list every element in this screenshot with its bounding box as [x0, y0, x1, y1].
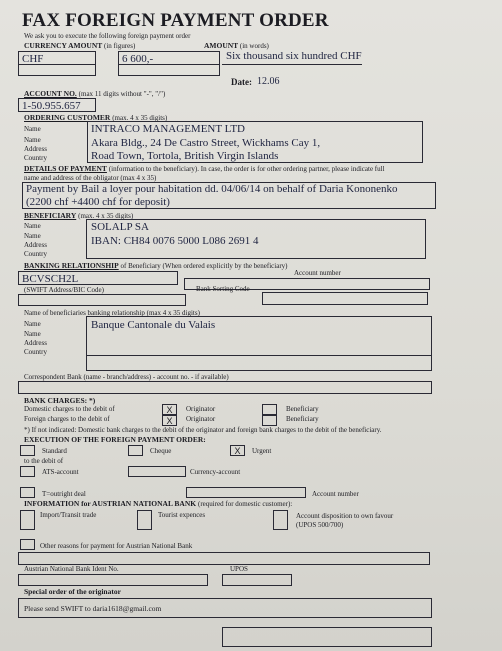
- bank-sorting-code-label: Bank Sorting Code: [196, 285, 250, 293]
- domestic-beneficiary-label: Beneficiary: [286, 405, 319, 413]
- date-label: Date:: [231, 77, 252, 87]
- amount-figures-field-lower: [118, 64, 220, 76]
- ordering-field-name-2: Name: [24, 136, 41, 144]
- domestic-charges-label: Domestic charges to the debit of: [24, 405, 115, 413]
- tourist-expenses-label: Tourist expences: [158, 511, 206, 519]
- austrian-ident-label: Austrian National Bank Ident No.: [24, 565, 119, 573]
- special-order-value: Please send SWIFT to daria1618@gmail.com: [24, 604, 162, 613]
- execution-label: EXECUTION OF THE FOREIGN PAYMENT ORDER:: [24, 435, 206, 444]
- ordering-customer-label: ORDERING CUSTOMER (max. 4 x 35 digits): [24, 113, 168, 122]
- outright-account-field[interactable]: [186, 487, 306, 498]
- form-title: FAX FOREIGN PAYMENT ORDER: [22, 10, 329, 31]
- austrian-info-label: INFORMATION for AUSTRIAN NATIONAL BANK (required for domestic customer):: [24, 499, 293, 508]
- urgent-label: Urgent: [252, 447, 272, 455]
- correspondent-field[interactable]: [18, 381, 432, 394]
- beneficiary-bank-divider: [86, 355, 432, 356]
- outright-account-label: Account number: [312, 490, 359, 498]
- outright-deal-checkbox[interactable]: [20, 487, 35, 498]
- beneficiary-field-country: Country: [24, 250, 47, 258]
- amount-figures-field[interactable]: 6 600,-: [118, 51, 220, 65]
- beneficiary-field-address: Address: [24, 241, 47, 249]
- currency-account-label: Currency-account: [190, 468, 241, 476]
- beneficiary-field-name-2: Name: [24, 232, 41, 240]
- beneficiary-field-name-1: Name: [24, 222, 41, 230]
- foreign-beneficiary-label: Beneficiary: [286, 415, 319, 423]
- bank-sorting-code-field[interactable]: [262, 292, 428, 305]
- foreign-beneficiary-checkbox[interactable]: [262, 415, 277, 426]
- import-transit-checkbox[interactable]: [20, 510, 35, 530]
- bank-field-address: Address: [24, 339, 47, 347]
- currency-field[interactable]: CHF: [18, 51, 96, 65]
- tourist-expenses-checkbox[interactable]: [137, 510, 152, 530]
- account-disposition-label: Account disposition to own favour: [296, 512, 394, 520]
- ordering-field-name-1: Name: [24, 125, 41, 133]
- bank-field-country: Country: [24, 348, 47, 356]
- special-order-label: Special order of the originator: [24, 587, 121, 596]
- beneficiary-line-1: SOLALP SA: [91, 221, 149, 233]
- currency-field-lower: [18, 64, 96, 76]
- foreign-originator-label: Originator: [186, 415, 216, 423]
- account-disposition-checkbox[interactable]: [273, 510, 288, 530]
- banking-relationship-label: BANKING RELATIONSHIP of Beneficiary (When ordered explicitly by the beneficiary): [24, 261, 288, 270]
- urgent-checkbox[interactable]: X: [230, 445, 245, 456]
- upos-range-label: (UPOS 500/700): [296, 521, 344, 529]
- swift-field[interactable]: BCVSCH2L: [18, 271, 178, 285]
- ats-account-checkbox[interactable]: [20, 466, 35, 477]
- ordering-field-address: Address: [24, 145, 47, 153]
- swift-label: (SWIFT Address/BIC Code): [24, 286, 104, 294]
- cheque-checkbox[interactable]: [128, 445, 143, 456]
- outright-deal-label: T=outright deal: [42, 490, 86, 498]
- beneficiary-label: BENEFICIARY (max. 4 x 35 digits): [24, 211, 134, 220]
- beneficiary-line-2: IBAN: CH84 0076 5000 L086 2691 4: [91, 235, 259, 247]
- bank-charges-label: BANK CHARGES: *): [24, 396, 96, 405]
- date-value: 12.06: [257, 76, 280, 87]
- ordering-line-2: Akara Bldg., 24 De Castro Street, Wickhams Cay 1,: [91, 137, 321, 149]
- domestic-beneficiary-checkbox[interactable]: [262, 404, 277, 415]
- payment-details-line-2: (2200 chf +4400 chf for deposit): [26, 196, 170, 208]
- signature-field[interactable]: [222, 627, 432, 647]
- import-transit-label: Import/Transit trade: [40, 511, 97, 519]
- account-label: ACCOUNT NO. (max 11 digits without "-", "/"): [24, 89, 166, 98]
- other-reasons-label: Other reasons for payment for Austrian National Bank: [40, 542, 193, 550]
- to-debit-label: to the debit of: [24, 457, 64, 465]
- upos-field[interactable]: [222, 574, 292, 586]
- details-of-payment-note: name and address of the obligator (max 4 x 35): [24, 174, 157, 182]
- beneficiary-bank-line-1: Banque Cantonale du Valais: [91, 319, 216, 331]
- bank-charges-note: *) If not indicated: Domestic bank charges to the debit of the originator and foreign bank charges to the debit of the beneficiary.: [24, 426, 382, 434]
- foreign-originator-checkbox[interactable]: X: [162, 415, 177, 426]
- bank-field-name-2: Name: [24, 330, 41, 338]
- amount-words-value: Six thousand six hundred CHF: [226, 50, 362, 62]
- amount-label: AMOUNT (in words): [204, 41, 269, 50]
- austrian-ident-field[interactable]: [18, 574, 208, 586]
- ordering-line-3: Road Town, Tortola, British Virgin Islands: [91, 150, 279, 162]
- beneficiary-bank-label: Name of beneficiaries banking relationship (max 4 x 35 digits): [24, 309, 200, 317]
- currency-account-checkbox[interactable]: [128, 466, 186, 477]
- currency-amount-label: CURRENCY AMOUNT (in figures): [24, 41, 136, 50]
- ordering-line-1: INTRACO MANAGEMENT LTD: [91, 123, 245, 135]
- details-of-payment-label: DETAILS OF PAYMENT (information to the beneficiary). In case, the order is for other ordering partner, please indicate full: [24, 164, 385, 173]
- other-reasons-field[interactable]: [18, 552, 430, 565]
- amount-words-line[interactable]: [222, 64, 362, 65]
- standard-label: Standard: [42, 447, 67, 455]
- correspondent-label: Correspondent Bank (name - branch/address) - account no. - if available): [24, 373, 229, 381]
- account-field[interactable]: 1-50.955.657: [18, 98, 96, 112]
- bank-field-name-1: Name: [24, 320, 41, 328]
- upos-label: UPOS: [230, 565, 248, 573]
- cheque-label: Cheque: [150, 447, 172, 455]
- swift-field-lower[interactable]: [18, 294, 186, 306]
- domestic-originator-checkbox[interactable]: X: [162, 404, 177, 415]
- payment-details-line-1: Payment by Bail a loyer pour habitation dd. 04/06/14 on behalf of Daria Kononenko: [26, 183, 398, 195]
- intro-text: We ask you to execute the following foreign payment order: [24, 32, 191, 40]
- ats-account-label: ATS-account: [42, 468, 79, 476]
- foreign-charges-label: Foreign charges to the debit of: [24, 415, 110, 423]
- domestic-originator-label: Originator: [186, 405, 216, 413]
- other-reasons-checkbox[interactable]: [20, 539, 35, 550]
- ordering-field-country: Country: [24, 154, 47, 162]
- standard-checkbox[interactable]: [20, 445, 35, 456]
- account-number-label: Account number: [294, 269, 341, 277]
